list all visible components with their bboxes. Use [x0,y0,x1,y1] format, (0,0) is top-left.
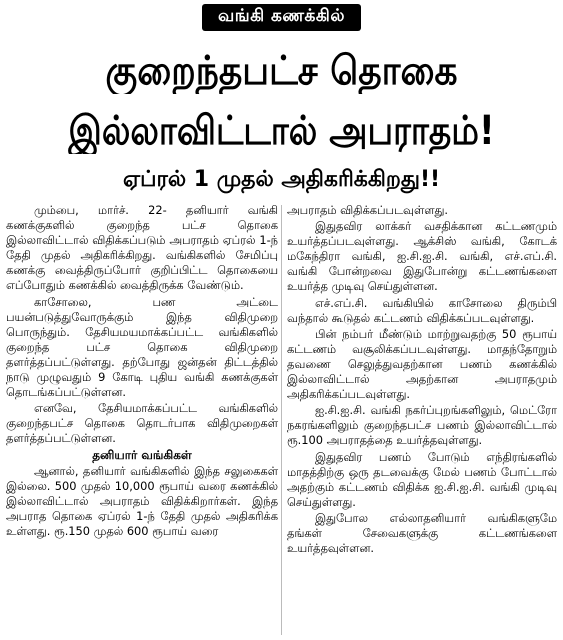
paragraph: காசோலை, பண அட்டை பயன்படுத்துவோருக்கும் இந்த விதிமுறை பொருந்தும். தேசியமயமாக்கப்பட்ட வங்கிகளில் குறைந்த பட்ச தொகை விதிமுறை தளர்த்தப்பட்டுள்ளது. தற்போது ஜன்தன் திட்டத்தில் நாடு முழுவதும் 9 கோடி புதிய வங்கி கணக்குகள் தொடங்கப்பட்டுள்ளன. [6,294,278,400]
paragraph: ஆனால், தனியார் வங்கிகளில் இந்த சலுகைகள் இல்லை. 500 முதல் 10,000 ரூபாய் வரை கணக்கில் இல்லாவிட்டால் அபராதம் விதிக்கிறார்கள். இந்த அபராத தொகை ஏப்ரல் 1-ந் தேதி முதல் அதிகரிக்க உள்ளது. ரூ.150 முதல் 600 ரூபாய் வரை [6,463,278,538]
subheading: தனியார் வங்கிகள் [92,447,192,462]
headline-line-2: இல்லாவிட்டால் அபராதம்! [68,108,495,154]
paragraph: மும்பை, மார்ச். 22- தனியார் வங்கி கணக்குகளில் குறைந்த பட்ச தொகை இல்லாவிட்டால் விதிக்கப்படும் அபராதம் ஏப்ரல் 1-ந் தேதி முதல் அதிகரிக்கிறது. வங்கிகளில் சேமிப்பு கணக்கு வைத்திருப்போர் குறிப்பிட்ட தொகையை எப்போதும் கணக்கில் வைத்திருக்க வேண்டும். [6,203,278,293]
article-column-left [6,203,278,539]
kicker-label: வங்கி கணக்கில் [202,4,361,31]
article-column-right [287,203,557,556]
paragraph: இதுதவிர லாக்கர் வசதிக்கான கட்டணமும் உயர்த்தப்படவுள்ளது. ஆக்சிஸ் வங்கி, கோடக் மகேந்திரா வங்கி, ஐ.சி.ஐ.சி. வங்கி, எச்.எப்.சி. வங்கி போன்றவை இதுபோன்று கட்டணங்களை உயர்த்த முடிவு செய்துள்ளன. [287,219,557,294]
paragraph: இதுபோல எல்லாதனியார் வங்கிகளுமே தங்கள் சேவைகளுக்கு கட்டணங்களை உயர்த்தவுள்ளன. [287,510,557,556]
headline-line-3: ஏப்ரல் 1 முதல் அதிகரிக்கிறது!! [122,167,441,192]
headline-line-1: குறைந்தபட்ச தொகை [105,48,458,94]
column-divider [281,205,282,635]
paragraph: எனவே, தேசியமாக்கப்பட்ட வங்கிகளில் குறைந்தபட்ச தொகை தொடர்பாக விதிமுறைகள் தளர்த்தப்பட்டுள்ளன. [6,401,278,446]
kicker-banner [0,4,563,31]
paragraph: அபராதம் விதிக்கப்படவுள்ளது. [287,203,449,217]
paragraph: ஐ.சி.ஐ.சி. வங்கி நகர்ப்புறங்களிலும், மெட்ரோ நகரங்களிலும் குறைந்தபட்ச பணம் இல்லாவிட்டால் ரூ.100 அபராதத்தை உயர்த்தவுள்ளது. [287,403,557,448]
paragraph: இதுதவிர பணம் போடும் எந்திரங்களில் மாதத்திற்கு ஒரு தடவைக்கு மேல் பணம் போட்டால் அதற்கும் கட்டணம் விதிக்க ஐ.சி.ஐ.சி. வங்கி முடிவு செய்துள்ளது. [287,449,557,509]
paragraph: பின் நம்பர் மீண்டும் மாற்றுவதற்கு 50 ரூபாய் கட்டணம் வசூலிக்கப்படவுள்ளது. மாதந்தோறும் தவணை செலுத்துவதற்கான பணம் கணக்கில் இல்லாவிட்டால் அதற்கான அபராதமும் அதிகரிக்கப்படவுள்ளது. [287,326,557,402]
paragraph: எச்.எப்.சி. வங்கியில் காசோலை திரும்பி வந்தால் கூடுதல் கட்டணம் விதிக்கப்படவுள்ளது. [287,295,557,325]
